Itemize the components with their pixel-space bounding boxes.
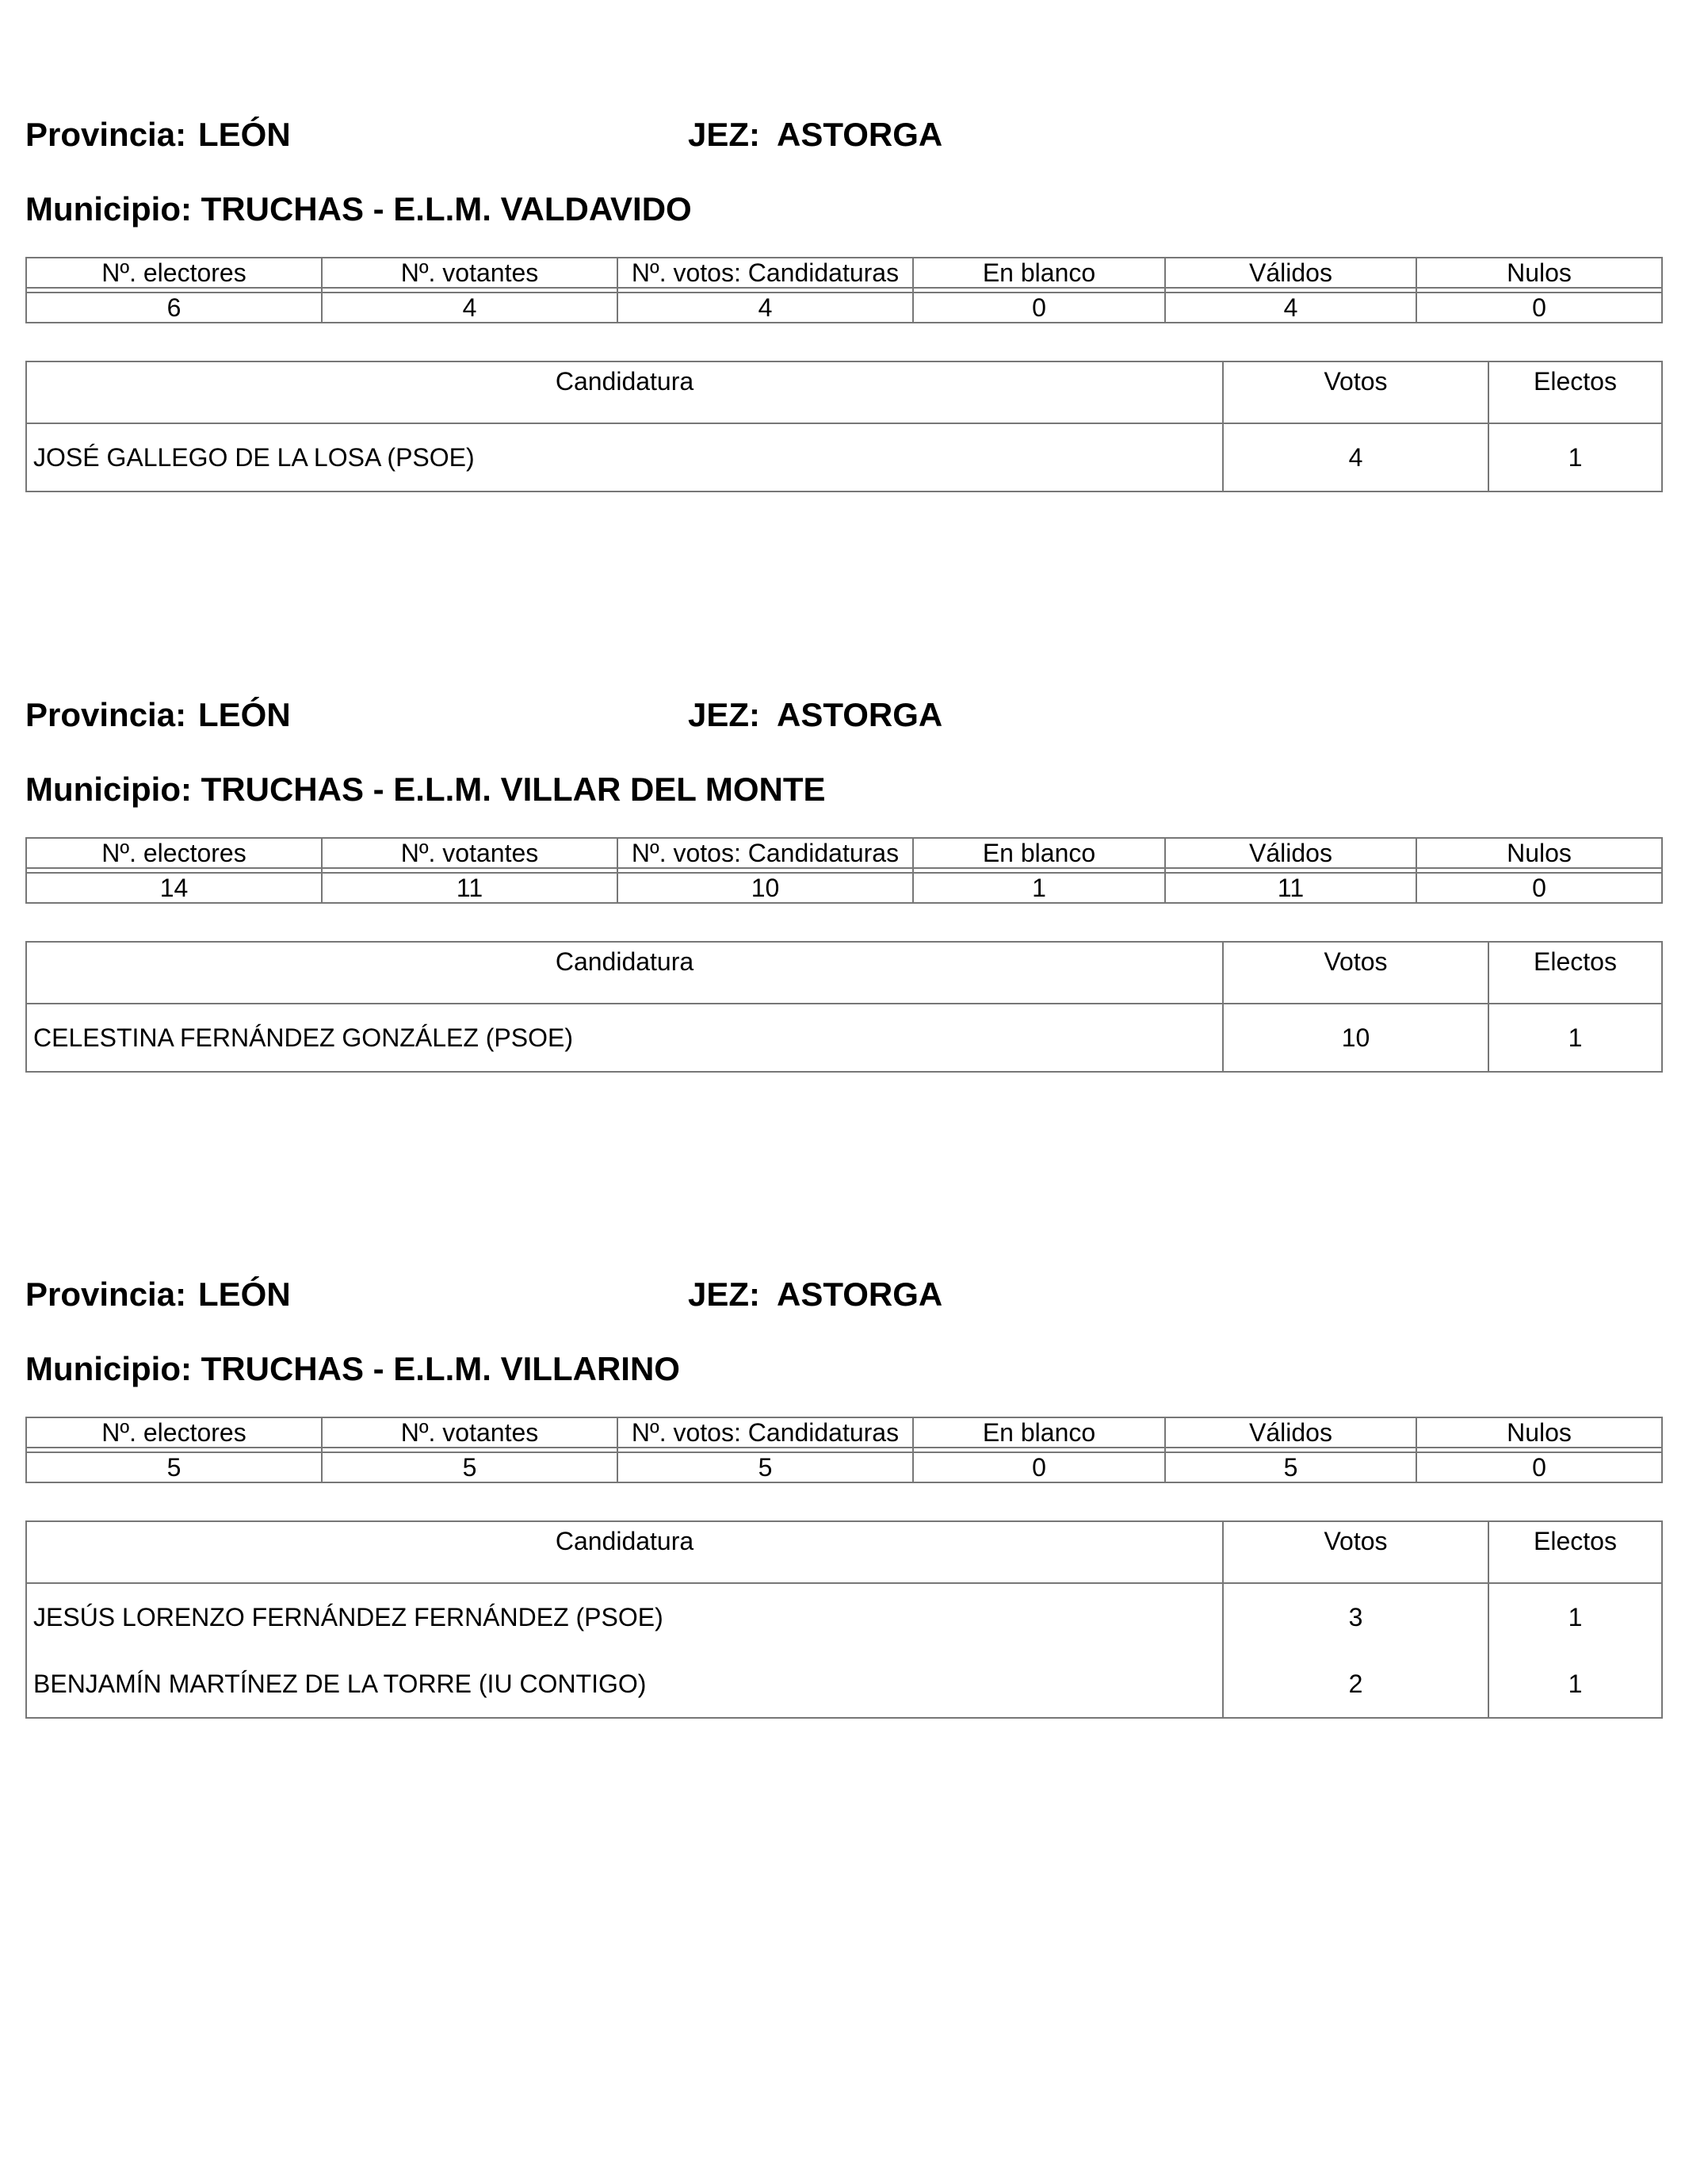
municipio-line <box>25 758 826 821</box>
results-section <box>25 1263 1661 1698</box>
municipio-value: TRUCHAS - E.L.M. VALDAVIDO <box>201 190 692 228</box>
candidate-row <box>26 1004 1662 1072</box>
candidate-votos: 3 <box>1223 1583 1488 1650</box>
stats-value-cell: 4 <box>617 293 913 323</box>
stats-value-cell: 0 <box>913 293 1165 323</box>
stats-header-cell: Nº. electores <box>26 1417 322 1448</box>
candidates-table <box>25 361 1663 492</box>
stats-table <box>25 1417 1663 1483</box>
jez-value: ASTORGA <box>777 1276 943 1313</box>
municipio-value: TRUCHAS - E.L.M. VILLAR DEL MONTE <box>201 771 826 808</box>
stats-value-row <box>26 873 1662 903</box>
candidates-table <box>25 941 1663 1073</box>
stats-value-cell: 10 <box>617 873 913 903</box>
provincia-value: LEÓN <box>198 116 291 153</box>
candidates-table <box>25 1520 1663 1719</box>
stats-header-cell: Nº. votos: Candidaturas <box>617 838 913 868</box>
candidate-name: CELESTINA FERNÁNDEZ GONZÁLEZ (PSOE) <box>33 1023 573 1052</box>
stats-header-cell: Válidos <box>1165 838 1416 868</box>
stats-header-cell: Nº. electores <box>26 838 322 868</box>
jez-label: JEZ: <box>688 116 761 153</box>
stats-header-cell: Nulos <box>1416 838 1662 868</box>
candidate-votos: 4 <box>1223 423 1488 491</box>
stats-value-cell: 0 <box>1416 293 1662 323</box>
stats-header-cell: En blanco <box>913 1417 1165 1448</box>
electos-header: Electos <box>1488 361 1662 423</box>
candidate-name: JOSÉ GALLEGO DE LA LOSA (PSOE) <box>33 442 475 472</box>
candidate-electos: 1 <box>1488 1583 1662 1650</box>
stats-value-cell: 0 <box>1416 873 1662 903</box>
candidate-electos: 1 <box>1488 1650 1662 1718</box>
municipio-line <box>25 178 692 241</box>
stats-value-cell: 6 <box>26 293 322 323</box>
candidate-row <box>26 1583 1662 1650</box>
candidate-votos: 2 <box>1223 1650 1488 1718</box>
provincia-label: Provincia: <box>25 1276 187 1313</box>
stats-value-cell: 5 <box>322 1452 617 1482</box>
section-header <box>25 683 1661 747</box>
stats-value-cell: 4 <box>322 293 617 323</box>
candidatura-header: Candidatura <box>26 1521 1223 1583</box>
votos-header: Votos <box>1223 1521 1488 1583</box>
stats-value-cell: 11 <box>1165 873 1416 903</box>
municipio-value: TRUCHAS - E.L.M. VILLARINO <box>201 1350 680 1387</box>
stats-header-cell: Nº. votantes <box>322 258 617 288</box>
stats-header-cell: En blanco <box>913 258 1165 288</box>
stats-header-cell: Nº. votos: Candidaturas <box>617 1417 913 1448</box>
stats-header-cell: Nº. electores <box>26 258 322 288</box>
electos-header: Electos <box>1488 1521 1662 1583</box>
candidates-header-row <box>26 1521 1662 1583</box>
jez-value: ASTORGA <box>777 696 943 733</box>
municipio-label: Municipio: <box>25 1350 192 1387</box>
municipio-label: Municipio: <box>25 190 192 228</box>
stats-header-cell: En blanco <box>913 838 1165 868</box>
stats-header-row <box>26 1417 1662 1448</box>
stats-header-cell: Válidos <box>1165 258 1416 288</box>
candidates-header-row <box>26 361 1662 423</box>
stats-header-cell: Válidos <box>1165 1417 1416 1448</box>
candidate-votos: 10 <box>1223 1004 1488 1072</box>
candidate-name: JESÚS LORENZO FERNÁNDEZ FERNÁNDEZ (PSOE) <box>33 1602 663 1631</box>
provincia-value: LEÓN <box>198 696 291 733</box>
candidate-row <box>26 1650 1662 1718</box>
provincia-label: Provincia: <box>25 696 187 733</box>
stats-header-cell: Nulos <box>1416 1417 1662 1448</box>
candidate-name: BENJAMÍN MARTÍNEZ DE LA TORRE (IU CONTIGO) <box>33 1669 647 1698</box>
votos-header: Votos <box>1223 361 1488 423</box>
provincia-label: Provincia: <box>25 116 187 153</box>
stats-value-cell: 0 <box>1416 1452 1662 1482</box>
stats-value-cell: 5 <box>617 1452 913 1482</box>
stats-value-cell: 1 <box>913 873 1165 903</box>
stats-value-row <box>26 1452 1662 1482</box>
stats-value-row <box>26 293 1662 323</box>
section-header <box>25 1263 1661 1326</box>
jez-label: JEZ: <box>688 1276 761 1313</box>
electos-header: Electos <box>1488 942 1662 1004</box>
municipio-line <box>25 1337 680 1401</box>
results-section <box>25 103 1661 472</box>
candidate-electos: 1 <box>1488 1004 1662 1072</box>
jez-label: JEZ: <box>688 696 761 733</box>
stats-header-row <box>26 838 1662 868</box>
candidate-row <box>26 423 1662 491</box>
stats-table <box>25 837 1663 904</box>
stats-header-cell: Nº. votos: Candidaturas <box>617 258 913 288</box>
stats-value-cell: 14 <box>26 873 322 903</box>
results-section <box>25 683 1661 1052</box>
municipio-label: Municipio: <box>25 771 192 808</box>
stats-value-cell: 4 <box>1165 293 1416 323</box>
stats-value-cell: 5 <box>1165 1452 1416 1482</box>
stats-value-cell: 5 <box>26 1452 322 1482</box>
stats-header-cell: Nº. votantes <box>322 1417 617 1448</box>
candidatura-header: Candidatura <box>26 942 1223 1004</box>
stats-value-cell: 0 <box>913 1452 1165 1482</box>
section-header <box>25 103 1661 166</box>
candidate-electos: 1 <box>1488 423 1662 491</box>
candidates-header-row <box>26 942 1662 1004</box>
stats-header-cell: Nulos <box>1416 258 1662 288</box>
stats-header-row <box>26 258 1662 288</box>
candidatura-header: Candidatura <box>26 361 1223 423</box>
stats-header-cell: Nº. votantes <box>322 838 617 868</box>
stats-value-cell: 11 <box>322 873 617 903</box>
votos-header: Votos <box>1223 942 1488 1004</box>
jez-value: ASTORGA <box>777 116 943 153</box>
stats-table <box>25 257 1663 323</box>
provincia-value: LEÓN <box>198 1276 291 1313</box>
